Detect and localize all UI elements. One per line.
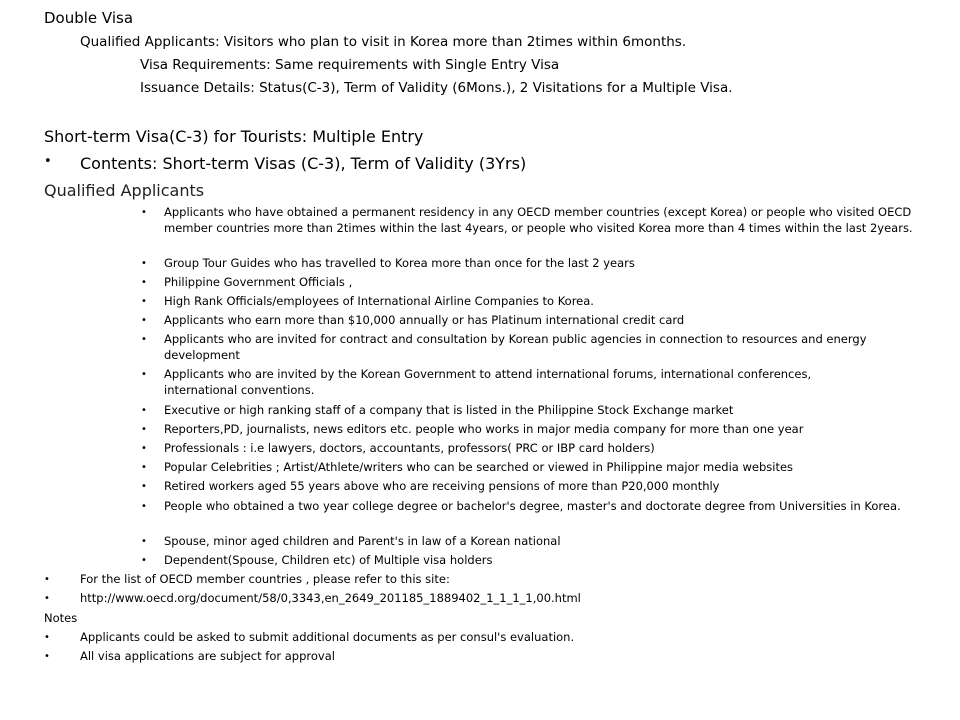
multiple-entry-contents: Contents: Short-term Visas (C-3), Term of Validity (3Yrs) [80,154,527,173]
bullet-icon: • [141,481,147,492]
applicant-item: Retired workers aged 55 years above who are receiving pensions of more than P20,000 monthly [164,479,720,493]
bullet-icon: • [44,632,50,643]
bullet-icon: • [141,424,147,435]
bullet-icon: • [141,501,147,512]
bullet-icon: • [44,651,50,662]
bullet-icon: • [141,315,147,326]
applicant-item: High Rank Officials/employees of International Airline Companies to Korea. [164,294,594,308]
double-visa-qualified: Qualified Applicants: Visitors who plan to visit in Korea more than 2times within 6months. [80,34,687,50]
multiple-entry-title: Short-term Visa(C-3) for Tourists: Multiple Entry [44,127,424,146]
bullet-icon: • [141,536,147,547]
notes-heading: Notes [44,611,78,625]
note-item: Applicants could be asked to submit additional documents as per consul's evaluation. [80,630,575,644]
applicant-item: Professionals : i.e lawyers, doctors, accountants, professors( PRC or IBP card holders) [164,441,655,455]
bullet-icon: • [141,296,147,307]
double-visa-title: Double Visa [44,9,134,27]
bullet-icon: • [141,258,147,269]
qualified-applicants-heading: Qualified Applicants [44,181,205,200]
bullet-icon: • [141,277,147,288]
applicant-item: Spouse, minor aged children and Parent's in law of a Korean national [164,534,561,548]
bullet-icon: • [141,334,147,345]
bullet-icon: • [141,443,147,454]
bullet-icon: • [141,405,147,416]
bullet-icon: • [141,462,147,473]
applicant-item: Applicants who earn more than $10,000 annually or has Platinum international credit card [164,313,685,327]
applicant-item: Group Tour Guides who has travelled to Korea more than once for the last 2 years [164,256,635,270]
applicant-item: Applicants who are invited by the Korean Government to attend international forums, international conferences, international conventions. [164,367,812,397]
double-visa-issuance: Issuance Details: Status(C-3), Term of Validity (6Mons.), 2 Visitations for a Multiple Visa. [140,80,733,96]
bullet-icon: • [44,593,50,604]
bullet-icon: • [141,555,147,566]
applicant-item: Executive or high ranking staff of a company that is listed in the Philippine Stock Exchange market [164,403,734,417]
bullet-icon: • [141,207,147,218]
note-item: All visa applications are subject for approval [80,649,335,663]
bullet-icon: • [44,574,50,585]
applicant-item: Popular Celebrities ; Artist/Athlete/writers who can be searched or viewed in Philippine major media websites [164,460,794,474]
double-visa-requirements: Visa Requirements: Same requirements with Single Entry Visa [140,57,560,73]
applicant-item: Applicants who have obtained a permanent residency in any OECD member countries (except Korea) or people who visited OECD member countries more than 2times within the last 4years, or people who visited Korea more than 4 times within the last 2years. [164,205,913,235]
bullet-icon: • [141,369,147,380]
oecd-link[interactable]: http://www.oecd.org/document/58/0,3343,en_2649_201185_1889402_1_1_1_1,00.html [80,591,581,605]
applicant-item: Philippine Government Officials , [164,275,353,289]
applicant-item: Applicants who are invited for contract and consultation by Korean public agencies in connection to resources and energy development [164,332,867,362]
oecd-note: For the list of OECD member countries , please refer to this site: [80,572,450,586]
applicant-item: Reporters,PD, journalists, news editors etc. people who works in major media company for more than one year [164,422,804,436]
applicant-item: Dependent(Spouse, Children etc) of Multiple visa holders [164,553,493,567]
applicant-item: People who obtained a two year college degree or bachelor's degree, master's and doctorate degree from Universities in Korea. [164,499,901,513]
bullet-icon: • [44,154,52,169]
